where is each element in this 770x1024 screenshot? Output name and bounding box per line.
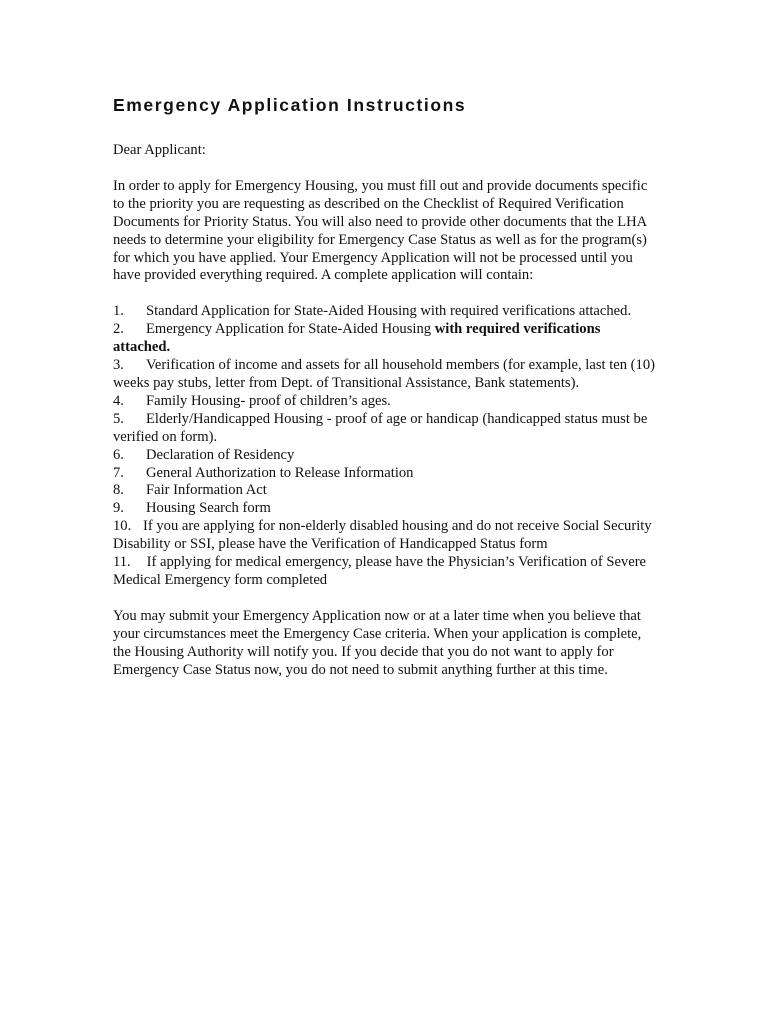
item-text: Housing Search form <box>146 500 271 517</box>
list-item <box>113 465 661 483</box>
item-text: Declaration of Residency <box>146 446 295 463</box>
list-item <box>113 303 661 321</box>
closing-paragraph: You may submit your Emergency Application now or at a later time when you believe that your circumstances meet the Emergency Case criteria. When your application is complete, the Housing Authority will notify you. If you decide that you do not want to apply for Emergency Case Status now, you do not need to submit anything further at this time. <box>113 607 642 678</box>
item-number: 8. <box>113 482 124 499</box>
item-text: If applying for medical emergency, please have the Physician’s Verification of Severe Medical Emergency form completed <box>113 554 647 588</box>
list-item <box>113 500 661 518</box>
item-number: 7. <box>113 464 124 481</box>
item-text: Standard Application for State-Aided Housing with required verifications attached. <box>146 303 632 320</box>
item-number: 9. <box>113 500 124 517</box>
list-item <box>113 554 661 590</box>
list-item <box>113 321 661 357</box>
requirements-list <box>113 303 661 590</box>
item-text: Family Housing- proof of children’s ages. <box>146 392 391 409</box>
item-number: 6. <box>113 446 124 463</box>
item-text: Elderly/Handicapped Housing - proof of age or handicap (handicapped status must be verified on form). <box>113 410 648 445</box>
list-item <box>113 357 661 393</box>
item-text: Fair Information Act <box>146 482 267 499</box>
item-number: 11. <box>113 554 131 571</box>
item-text: Emergency Application for State-Aided Housing <box>146 321 435 338</box>
page-title: Emergency Application Instructions <box>113 95 467 115</box>
item-number: 2. <box>113 321 124 338</box>
item-text: If you are applying for non-elderly disabled housing and do not receive Social Security Disability or SSI, please have the Verification of Handicapped Status form <box>113 518 652 553</box>
list-item <box>113 411 661 447</box>
list-item <box>113 482 661 500</box>
item-bold-text: with required verifications attached. <box>113 321 601 356</box>
list-item <box>113 518 661 554</box>
item-number: 3. <box>113 357 124 374</box>
list-item <box>113 393 661 411</box>
item-text: Verification of income and assets for all household members (for example, last ten (10) weeks pay stubs, letter from Dept. of Transitional Assistance, Bank statements). <box>113 357 655 391</box>
item-text: General Authorization to Release Information <box>146 464 414 481</box>
list-item <box>113 447 661 465</box>
item-number: 5. <box>113 410 124 427</box>
salutation: Dear Applicant: <box>113 142 206 158</box>
document-body <box>113 94 661 697</box>
item-number: 4. <box>113 392 124 409</box>
intro-paragraph: In order to apply for Emergency Housing, you must fill out and provide documents specific to the priority you are requesting as described on the Checklist of Required Verification Documents for Priority Status. You will also need to provide other documents that the LHA needs to determine your eligibility for Emergency Case Status as well as for the program(s) for which you have applied. Your Emergency Application will not be processed until you have provided everything required. A complete application will contain: <box>113 177 648 284</box>
item-number: 10. <box>113 518 132 535</box>
item-number: 1. <box>113 303 124 320</box>
